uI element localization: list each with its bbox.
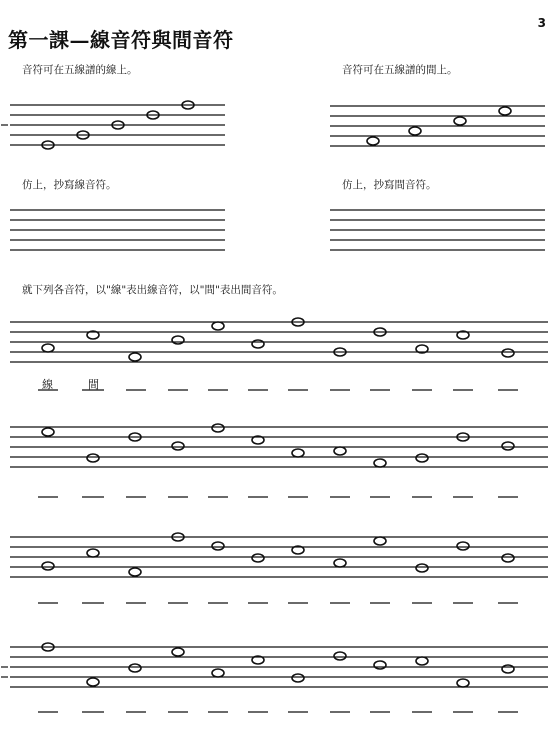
whole-note (212, 669, 224, 677)
whole-note (172, 648, 184, 656)
instruction-copy-line: 仿上，抄寫線音符。 (22, 179, 117, 191)
whole-note (42, 562, 54, 570)
exercise-staff-3 (0, 530, 560, 585)
whole-note (457, 542, 469, 550)
exercise-staff-2 (0, 420, 560, 475)
answer-blanks-row-1[interactable] (0, 385, 560, 395)
whole-note (374, 661, 386, 669)
whole-note (367, 137, 379, 145)
staff-copy-line-notes[interactable] (0, 205, 230, 255)
exercise-staff-4 (0, 640, 560, 695)
whole-note (212, 542, 224, 550)
answer-space: 間 (88, 378, 99, 391)
whole-note (457, 679, 469, 687)
whole-note (42, 428, 54, 436)
whole-note (499, 107, 511, 115)
whole-note (334, 447, 346, 455)
instruction-exercise: 就下列各音符，以"線"表出線音符，以"間"表出間音符。 (22, 284, 283, 296)
whole-note (42, 344, 54, 352)
instruction-line-notes: 音符可在五線譜的線上。 (22, 64, 138, 76)
page-number: 3 (537, 16, 546, 30)
whole-note (416, 564, 428, 572)
whole-note (172, 336, 184, 344)
whole-note (172, 442, 184, 450)
whole-note (129, 664, 141, 672)
whole-note (374, 459, 386, 467)
staff-space-notes-example (325, 100, 555, 155)
whole-note (409, 127, 421, 135)
exercise-staff-1 (0, 315, 560, 370)
answer-blanks-row-3[interactable] (0, 598, 560, 608)
answer-blanks-row-4[interactable] (0, 707, 560, 717)
whole-note (87, 454, 99, 462)
whole-note (416, 454, 428, 462)
whole-note (502, 442, 514, 450)
whole-note (334, 652, 346, 660)
whole-note (292, 449, 304, 457)
whole-note (454, 117, 466, 125)
whole-note (502, 554, 514, 562)
whole-note (87, 678, 99, 686)
page-title: 第一課—線音符與間音符 (8, 28, 234, 52)
whole-note (212, 424, 224, 432)
whole-note (129, 353, 141, 361)
whole-note (292, 674, 304, 682)
whole-note (502, 349, 514, 357)
whole-note (129, 568, 141, 576)
whole-note (502, 665, 514, 673)
whole-note (87, 549, 99, 557)
whole-note (252, 340, 264, 348)
instruction-copy-space: 仿上，抄寫間音符。 (342, 179, 437, 191)
staff-line-notes-example (0, 95, 230, 155)
whole-note (212, 322, 224, 330)
whole-note (416, 657, 428, 665)
whole-note (252, 554, 264, 562)
instruction-space-notes: 音符可在五線譜的間上。 (342, 64, 458, 76)
staff-copy-space-notes[interactable] (325, 205, 555, 255)
answer-blanks-row-2[interactable] (0, 492, 560, 502)
answer-line: 線 (42, 378, 53, 391)
whole-note (374, 537, 386, 545)
whole-note (334, 559, 346, 567)
